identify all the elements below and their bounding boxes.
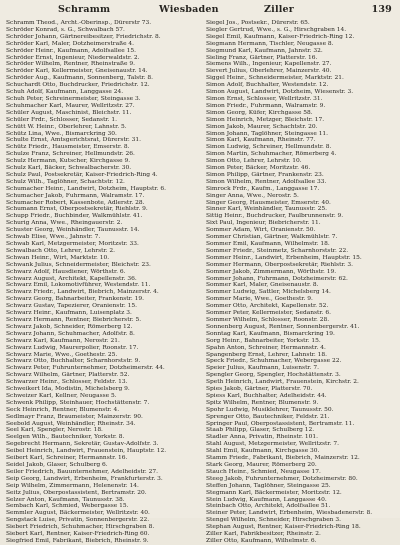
directory-entry: Stengel Wilhelm, Schneider, Hirschgraben 3. (206, 517, 341, 524)
directory-entry: Sommer Johann, Fuhrmann, Dotzheimerstr. 62. (206, 275, 348, 282)
directory-entry: Siegmann Hermann, Tischler, Neugasse 8. (206, 40, 334, 47)
directory-entry: Spohr Ludwig, Musiklehrer, Taunusstr. 50. (206, 406, 334, 413)
directory-entry: Schwarz Johann, Schuhmacher, Adolfstr. 8. (6, 330, 135, 337)
directory-entry: Sommer Adam, Wirt, Oranienstr. 50. (206, 227, 316, 234)
directory-entry: Stahl August, Metzgermeister, Wellritzstr. 7. (206, 441, 339, 448)
directory-entry: Siebert Friedrich, Schuhmacher, Hirschgraben 8. (6, 524, 155, 531)
directory-entry: Schüler August, Maschinist, Bleichstr. 11. (6, 109, 132, 116)
directory-entry: Siemens Wilh., Ingenieur, Kapellenstr. 27. (206, 61, 332, 68)
directory-entry: Simon Philipp, Gärtner, Frankenstr. 23. (206, 171, 324, 178)
directory-entry: Sembach Karl, Schmied, Webergasse 15. (6, 503, 129, 510)
directory-entry: Sonnenberg August, Rentner, Sonnenbergerstr. 41. (206, 323, 360, 330)
directory-entry: Stephan August, Rentner, Kaiser-Friedrich-Ring 18. (206, 524, 361, 531)
directory-entry: Schumacher Jakob, Fuhrmann, Walramstr. 17. (6, 192, 145, 199)
directory-entry: Simon Adolf, Buchhalter, Westendstr. 12. (206, 82, 329, 89)
directory-entry: Simrock Frdr., Kaufm., Langgasse 17. (206, 185, 320, 192)
directory-entry: Schumacher Robert, Kassenbote, Adlerstr. 28. (6, 199, 145, 206)
directory-entry: Seebold August, Weinhändler, Rheinstr. 34. (6, 420, 136, 427)
directory-entry: Stegmann Karl, Bäckermeister, Moritzstr. 12. (206, 489, 342, 496)
directory-entry: Simon Otto, Lehrer, Lehrstr. 10. (206, 158, 302, 165)
directory-entry: Sievert Julius, Oberlehrer, Mainzerstr. 40. (206, 68, 332, 75)
directory-entry: Schwarz Friedr., Landwirt, Biebrich, Mainzerstr. 4. (6, 289, 159, 296)
directory-entry: Stein Ludwig, Kaufmann, Langgasse 40. (206, 496, 327, 503)
directory-entry: Sommer Wilhelm, Schlosser, Roonstr. 28. (206, 316, 330, 323)
directory-entry: Simon Friedr., Fuhrmann, Walramstr. 9. (206, 102, 326, 109)
directory-entry: Simon Wilhelm, Rentner, Adolfsallee 33. (206, 178, 327, 185)
directory-entry: Siegler Gertrud, Wwe., s. G., Hirschgraben 14. (206, 26, 347, 33)
directory-entry: Schwarz Wilhelm, Gärtner, Platterstr. 52. (6, 372, 130, 379)
directory-entry: Spahn Anton, Schreiner, Hermannstr. 4. (206, 344, 326, 351)
directory-entry: Sommer Hermann, Oberpostsekretär, Riehlstr. 3. (206, 261, 353, 268)
directory-entry: Simon Peter, Bäcker, Moritzstr. 46. (206, 165, 311, 172)
directory-entry: Sommer Otto, Architekt, Kapellenstr. 52. (206, 303, 329, 310)
directory-entry: Seitz Julius, Oberpostassistent, Bertramstr. 20. (6, 489, 147, 496)
directory-entry: Selzer Anton, Kaufmann, Taunusstr. 38. (6, 496, 125, 503)
directory-entry: Siegmund Karl, Kaufmann, Jahnstr. 32. (206, 47, 323, 54)
header-city: Wiesbaden (159, 4, 219, 15)
directory-entry: Schupp Friedr., Buchbinder, Walkmühlstr. 41. (6, 213, 143, 220)
directory-entry: Spies Jakob, Gärtner, Platterstr. 70. (206, 386, 313, 393)
directory-entry: Sedlmayr Franz, Braumeister, Mainzerstr. 90. (6, 413, 143, 420)
directory-entry: Singer Georg, Hausmeister, Emserstr. 40. (206, 199, 331, 206)
directory-entry: Schütz Lina, Wwe., Bismarckring 30. (6, 130, 117, 137)
directory-entry: Sieling Franz, Gärtner, Platterstr. 16. (206, 54, 318, 61)
directory-entry: Schröder Konrad, s. G., Schwalbach 57. (6, 26, 125, 33)
directory-entry: Spiess Karl, Buchhalter, Adelheidstr. 44. (206, 392, 327, 399)
right-column (206, 20, 392, 545)
directory-entry: Schwarz Peter, Fuhrunternehmer, Dotzheimerstr. 44. (6, 365, 165, 372)
directory-entry: Siegel Jos., Postsekr., Dürerstr. 65. (206, 20, 310, 26)
directory-entry: Sommer Christian, Gärtner, Walkmühlstr. 7. (206, 234, 338, 241)
directory-entry: Schuh Peter, Schreinermeister, Steingasse 3. (6, 95, 141, 102)
directory-entry: Schütz Friedr., Hausmeister, Emserstr. 8. (6, 144, 130, 151)
directory-entry: Schulz Wilh., Taglöhner, Schachtstr. 12. (6, 178, 125, 185)
directory-entry: Seiler Friedrich, Bauunternehmer, Adelheidstr. 27. (6, 468, 158, 475)
directory-entry: Schuster Georg, Weinhändler, Taunusstr. 14. (6, 227, 140, 234)
directory-entry: Ziller Karl, Fabrikbesitzer, Rheinstr. 2. (206, 531, 321, 538)
directory-entry: Simon August, Landwirt, Dotzheim, Wiesenstr. 3. (206, 89, 354, 96)
directory-entry: Schröder Ernst, Ingenieur, Niederwaldstr. 2. (6, 54, 140, 61)
directory-entry: Speier Julius, Kaufmann, Luisenstr. 7. (206, 365, 319, 372)
directory-entry: Seip Georg, Landwirt, Erbenheim, Frankfurterstr. 3. (6, 475, 163, 482)
directory-entry: Schwarz Gustav, Tapezierer, Oranienstr. 15. (6, 303, 137, 310)
directory-entry: Siegel Emil, Kaufmann, Kaiser-Friedrich-Ring 12. (206, 33, 355, 40)
directory-entry: Simon Martin, Schuhmacher, Römerberg 4. (206, 151, 337, 158)
directory-entry: Singer Anna, Wwe., Nerostr. 5. (206, 192, 299, 199)
directory-entry: Sengstack Luise, Privatin, Sonnenbergerstr. 22. (6, 517, 150, 524)
directory-entry: Sommer Peter, Kellermeister, Sedanstr. 6. (206, 310, 331, 317)
directory-entry: Steeg Jakob, Fuhrunternehmer, Dotzheimerstr. 80. (206, 475, 358, 482)
directory-entry: Speth Heinrich, Landwirt, Frauenstein, Kirchstr. 2. (206, 379, 359, 386)
directory-entry: Stauch Heinr., Schmied, Neugasse 17. (206, 468, 321, 475)
directory-entry: Sixt Paul, Ingenieur, Biebricherstr. 11. (206, 220, 321, 227)
directory-entry: Staab Philipp, Glaser, Schulberg 12. (206, 427, 315, 434)
directory-entry: Spengler Georg, Spengler, Hochstättenstr. 3. (206, 372, 341, 379)
directory-entry: Siebert Karl, Rentner, Kaiser-Friedrich-Ring 60. (6, 531, 150, 538)
directory-entry: Schwarz August, Architekt, Kapellenstr. 36. (6, 275, 137, 282)
directory-entry: Sprenger Otto, Bautechniker, Feldstr. 21. (206, 413, 330, 420)
directory-entry: Seel Karl, Spengler, Nerostr. 18. (6, 427, 103, 434)
directory-entry: Sorg Heinr., Bahnarbeiter, Yorkstr. 15. (206, 337, 321, 344)
directory-entry: Seelgen Wilh., Bautechniker, Yorkstr. 8. (6, 434, 125, 441)
directory-entry: Schwarz Marie, Wwe., Goethestr. 25. (6, 351, 118, 358)
directory-entry: Schröder Wilhelm, Rentner, Rheinstraße 9. (6, 61, 135, 68)
directory-entry: Sittig Heinr., Buchdrucker, Faulbrunnenstr. 9. (206, 213, 344, 220)
directory-entry: Sommer Heinr., Landwirt, Erbenheim, Hauptstr. 15. (206, 254, 362, 261)
directory-entry: Simon Johann, Taglöhner, Steingasse 11. (206, 130, 329, 137)
directory-entry: Steiner Peter, Landwirt, Erbenheim, Wiesbadenerstr. 8. (206, 510, 373, 517)
directory-entry: Schulz Paul, Postsekretär, Kaiser-Friedrich-Ring 4. (6, 171, 158, 178)
directory-entry: Schüler Frdr., Schlosser, Sedanstr. 1. (6, 116, 117, 123)
directory-entry: Schulz Karl, Bäcker, Schwalbacherstr. 30. (6, 165, 132, 172)
directory-entry: Steffen Johann, Taglöhner, Steingasse 25. (206, 482, 331, 489)
directory-entry: Schwarz Karl, Kaufmann, Nerostr. 21. (6, 337, 120, 344)
directory-entry: Semmler August, Bäckermeister, Wellritzstr. 40. (6, 510, 150, 517)
directory-entry: Schwarz Adolf, Hausdiener, Wörthstr. 6. (6, 268, 126, 275)
directory-entry: Schwalbach Otto, Lehrer, Lehrstr. 2. (6, 247, 116, 254)
directory-entry: Schulze Franz, Schreiner, Hellmundstr. 26. (6, 151, 135, 158)
directory-entry: Seibel Heinrich, Landwirt, Frauenstein, Hauptstr. 12. (6, 448, 167, 455)
directory-entry: Schwenk Philipp, Steinhauer, Hochstättenstr. 7. (6, 399, 150, 406)
directory-entry: Stamm Friedr., Fabrikant, Biebrich, Mainzerstr. 12. (206, 455, 360, 462)
directory-entry: Schweikert Ida, Modistin, Michelsberg 9. (6, 386, 130, 393)
directory-entry: Sonntag Karl, Kaufmann, Bismarckring 19. (206, 330, 335, 337)
directory-entry: Schwank Julius, Schneidermeister, Bleichstr. 23. (6, 261, 151, 268)
directory-entry: Schulte Ernst, Amtsgerichtsrat, Dürerstr. 31. (6, 137, 141, 144)
directory-entry: Sinner Karl, Weinhändler, Taunusstr. 25. (206, 206, 327, 213)
directory-entry: Seck Heinrich, Rentner, Blumenstr. 4. (6, 406, 120, 413)
directory-entry: Siegfried Emil, Fabrikant, Biebrich, Rheinstr. 9. (6, 537, 149, 544)
directory-entry: Sommer Karl, Maler, Gneisenaustr. 8. (206, 282, 319, 289)
directory-entry: Schweizer Karl, Kellner, Neugasse 5. (6, 392, 117, 399)
directory-entry: Schütt W. Heinr., Oberlehrer, Lahnstr. 5. (6, 123, 127, 130)
directory-entry: Schwan Heinr., Wirt, Marktstr. 10. (6, 254, 110, 261)
directory-entry: Seidel Jakob, Glaser, Schulberg 6. (6, 462, 108, 468)
directory-entry: Schwarz Jakob, Schneider, Römerberg 12. (6, 323, 133, 330)
header-right-keyword: Ziller (264, 4, 295, 15)
directory-entry: Schuchardt Otto, Buchdrucker, Friedrichstr. 12. (6, 82, 150, 89)
directory-entry: Sommer Jakob, Zimmermann, Wörthstr. 19. (206, 268, 337, 275)
directory-entry: Schwarz Hermann, Rentner, Biebricherstr. 5. (6, 316, 142, 323)
directory-entry: Schröder Heinr., Kaufmann, Adolfsallee 15. (6, 47, 136, 54)
directory-entry: Schwarzer Heinr., Schlosser, Feldstr. 13. (6, 379, 128, 386)
directory-entry: Schramm Theod., Archt.-Oberinsp., Dürerstr 73. (6, 20, 152, 26)
directory-entry: Schröder Karl, Kellermeister, Gneisenaustr. 14. (6, 68, 148, 75)
directory-entry: Schröder Karl, Maler, Dotzheimerstraße 4. (6, 40, 135, 47)
directory-entry: Schwarz Georg, Bahnarbeiter, Frankenstr. 19. (6, 296, 144, 303)
directory-entry: Schwarz Emil, Lokomotivführer, Westendstr. 11. (6, 282, 151, 289)
directory-entry: Schuhmacher Karl, Maurer, Wellritzstr. 27. (6, 102, 135, 109)
directory-entry: Spitz Wilhelm, Rentner, Blumenstr. 9. (206, 399, 319, 406)
directory-entry: Ziller Otto, Kaufmann, Wilhelmstr. 6. (206, 537, 317, 544)
directory-entry: Schwarz Ludwig, Maurerpolier, Roonstr. 17. (6, 344, 139, 351)
directory-entry: Simon Karl, Kaufmann, Rheinstr. 77. (206, 137, 316, 144)
directory-entry: Schwarz Otto, Buchhalter, Scharnhorststr. 9. (6, 358, 141, 365)
directory-entry: Schurig Anna, Wwe., Rheingauerstr. 2. (6, 220, 123, 227)
directory-entry: Stahl Emil, Kaufmann, Kirchgasse 30. (206, 448, 320, 455)
page-number: 139 (371, 4, 392, 15)
directory-entry: Schuh Adolf, Kaufmann, Langgasse 24. (6, 89, 124, 96)
directory-entry: Schwarz Heinr., Kaufmann, Luisenplatz 3. (6, 310, 132, 317)
directory-entry: Simon Ernst, Schlosser, Wellritzstr. 31. (206, 95, 323, 102)
directory-entry: Seip Wilhelm, Zimmermann, Helenenstr. 14. (6, 482, 139, 489)
header-left-keyword: Schramm (58, 4, 111, 15)
directory-entry: Seibert Karl, Schreiner, Hermannstr. 16. (6, 455, 128, 462)
directory-entry: Segebrecht Hermann, Sekretär, Gustav-Adolfstr. 3. (6, 441, 159, 448)
directory-entry: Schröder Johann, Gärtnereibesitzer, Friedrichstr. 8. (6, 33, 161, 40)
directory-entry: Sommer Marie, Wwe., Goethestr. 9. (206, 296, 313, 303)
directory-entry: Speck Friedr., Schuhmacher, Webergasse 22. (206, 358, 342, 365)
directory-entry: Simon Heinrich, Metzger, Bleichstr. 17. (206, 116, 325, 123)
left-column (6, 20, 192, 545)
directory-entry: Schumacher Heinr., Landwirt, Dotzheim, Hauptstr. 6. (6, 185, 166, 192)
directory-entry: Spangenberg Ernst, Lehrer, Lahnstr. 18. (206, 351, 328, 358)
directory-entry: Springer Paul, Oberpostassistent, Bertramstr. 11. (206, 420, 355, 427)
directory-entry: Sommer Ludwig, Sattler, Michelsberg 14. (206, 289, 331, 296)
directory-entry: Schulz Hermann, Kutscher, Kirchgasse 9. (6, 158, 131, 165)
directory-entry: Simon Georg, Küfer, Kirchgasse 58. (206, 109, 313, 116)
directory-entry: Schwab Karl, Metzgermeister, Moritzstr. 33. (6, 241, 139, 247)
directory-entry: Stadler Anna, Privatin, Rheinstr. 101. (206, 434, 318, 441)
directory-entry: Sommer Friedr., Steinmetz, Scharnhorststr. 22. (206, 247, 349, 254)
page-header (6, 4, 392, 18)
directory-entry: Simon Jakob, Maurer, Schachtstr. 20. (206, 123, 318, 130)
directory-entry: Schumann Ernst, Oberpostsekretär, Riehlstr. 9. (6, 206, 148, 213)
directory-entry: Schwab Elise, Wwe., Jahnstr. 7. (6, 234, 101, 241)
directory-entry: Siggel Heinr., Schneidermeister, Marktstr. 21. (206, 75, 344, 82)
directory-entry: Sommer Emil, Kaufmann, Wilhelmstr. 18. (206, 241, 330, 247)
directory-entry: Stark Georg, Maurer, Römerberg 20. (206, 462, 317, 468)
directory-entry: Steinbach Otto, Architekt, Adolfsallee 51. (206, 503, 331, 510)
directory-entry: Schröder Aug., Kaufmann, Sonnenberg, Talstr. 8. (6, 75, 154, 82)
directory-entry: Simon Ludwig, Schreiner, Hellmundstr. 8. (206, 144, 332, 151)
